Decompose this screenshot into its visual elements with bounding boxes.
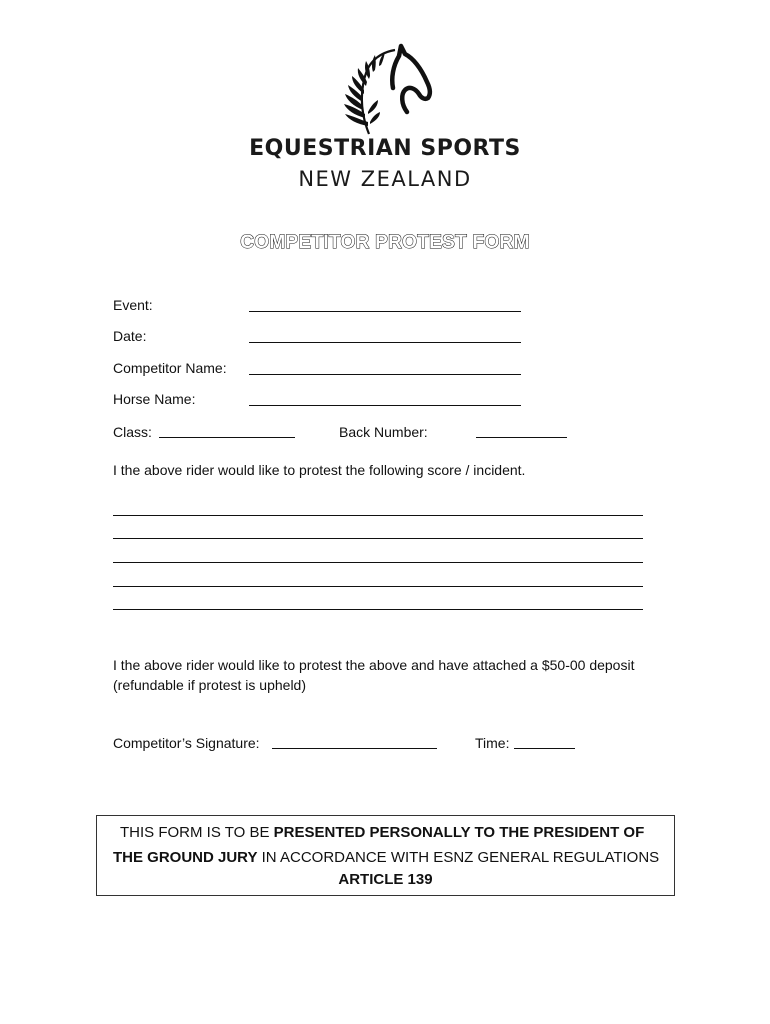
- deposit-statement-line1: I the above rider would like to protest the above and have attached a $50-00 deposit: [113, 657, 635, 673]
- submission-notice-box: [96, 815, 675, 896]
- deposit-statement-line2: (refundable if protest is upheld): [113, 677, 306, 693]
- time-field[interactable]: [514, 748, 575, 749]
- date-field[interactable]: [249, 342, 521, 343]
- incident-line[interactable]: [113, 586, 643, 587]
- class-label: Class:: [113, 424, 152, 440]
- deposit-statement: [113, 655, 693, 695]
- incident-line[interactable]: [113, 562, 643, 563]
- notice-line-2: [113, 849, 659, 866]
- notice-line-3: ARTICLE 139: [338, 871, 433, 888]
- notice-line-2-regular: IN ACCORDANCE WITH ESNZ GENERAL REGULATIONS: [257, 849, 660, 866]
- horse-name-field[interactable]: [249, 405, 521, 406]
- org-name-line1: EQUESTRIAN SPORTS: [249, 136, 521, 161]
- signature-field[interactable]: [272, 748, 437, 749]
- signature-label: Competitor’s Signature:: [113, 735, 260, 751]
- notice-line-1-regular: THIS FORM IS TO BE: [120, 824, 274, 841]
- esnz-logo-icon: [335, 42, 435, 137]
- date-label: Date:: [113, 328, 147, 344]
- incident-line[interactable]: [113, 609, 643, 610]
- incident-line[interactable]: [113, 538, 643, 539]
- org-name-line2: NEW ZEALAND: [298, 167, 472, 191]
- time-label: Time:: [475, 735, 510, 751]
- event-field[interactable]: [249, 311, 521, 312]
- competitor-name-field[interactable]: [249, 374, 521, 375]
- class-field[interactable]: [159, 437, 295, 438]
- notice-line-1-bold: PRESENTED PERSONALLY TO THE PRESIDENT OF: [273, 824, 645, 841]
- incident-line[interactable]: [113, 515, 643, 516]
- notice-line-2-bold: THE GROUND JURY: [113, 849, 258, 866]
- protest-statement: I the above rider would like to protest the following score / incident.: [113, 462, 526, 478]
- notice-line-1: [120, 824, 644, 841]
- form-title: COMPETITOR PROTEST FORM: [240, 232, 530, 253]
- horse-name-label: Horse Name:: [113, 391, 196, 407]
- back-number-label: Back Number:: [339, 424, 428, 440]
- back-number-field[interactable]: [476, 437, 567, 438]
- competitor-name-label: Competitor Name:: [113, 360, 227, 376]
- event-label: Event:: [113, 297, 153, 313]
